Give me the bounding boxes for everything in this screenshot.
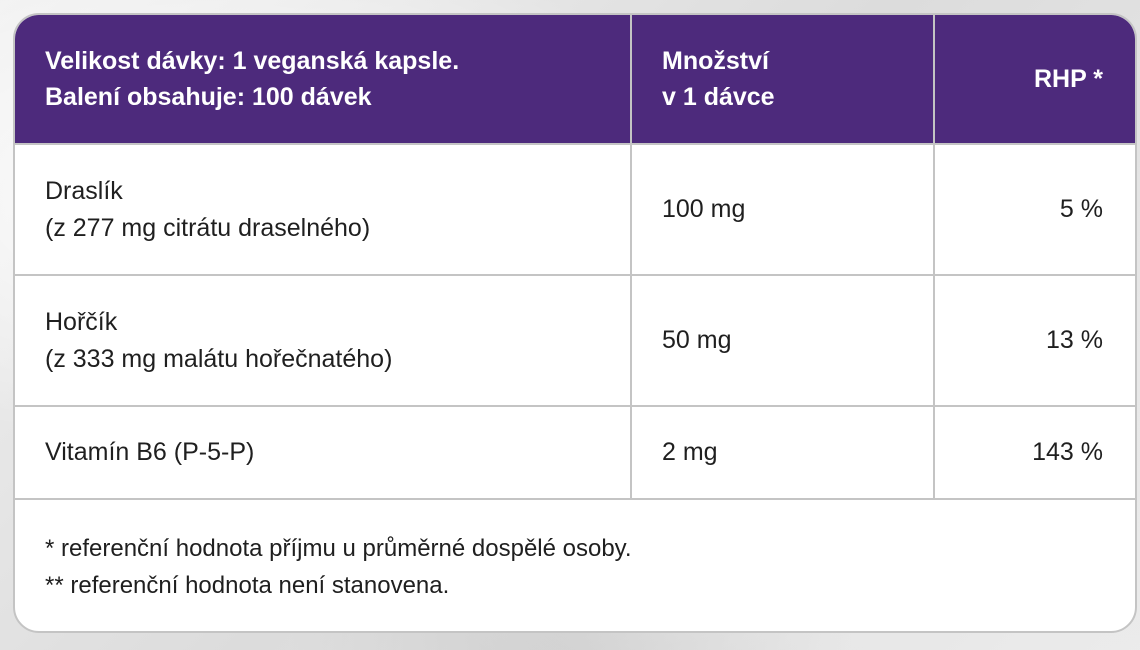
nutrient-detail: (z 277 mg citrátu draselného) bbox=[45, 213, 371, 242]
nutrient-rhp: 5 % bbox=[1059, 195, 1103, 223]
footnote-reference-intake: * referenční hodnota příjmu u průměrné dospělé osoby. bbox=[45, 535, 632, 562]
header-amount-line2: v 1 dávce bbox=[662, 83, 775, 111]
nutrient-amount: 2 mg bbox=[662, 438, 718, 466]
nutrient-name: Hořčík bbox=[45, 307, 118, 336]
nutrient-rhp: 143 % bbox=[1032, 438, 1103, 466]
header-amount-line1: Množství bbox=[662, 47, 769, 75]
header-rhp-label: RHP * bbox=[1033, 65, 1103, 93]
rhp-cell bbox=[935, 407, 1135, 498]
table-row bbox=[15, 145, 1135, 276]
header-amount bbox=[632, 15, 935, 143]
footnotes bbox=[15, 500, 1135, 604]
table-row bbox=[15, 276, 1135, 407]
header-serving-info bbox=[15, 15, 632, 143]
amount-cell bbox=[632, 276, 935, 405]
nutrition-table-card bbox=[13, 13, 1137, 633]
nutrient-amount: 50 mg bbox=[662, 326, 732, 354]
nutrient-amount: 100 mg bbox=[662, 195, 746, 223]
header-package-contents: Balení obsahuje: 100 dávek bbox=[45, 83, 372, 111]
footnote-not-established: ** referenční hodnota není stanovena. bbox=[45, 572, 450, 599]
nutrient-cell bbox=[15, 276, 632, 405]
nutrient-cell bbox=[15, 407, 632, 498]
rhp-cell bbox=[935, 145, 1135, 274]
nutrient-name: Draslík bbox=[45, 176, 123, 205]
amount-cell bbox=[632, 145, 935, 274]
nutrient-cell bbox=[15, 145, 632, 274]
nutrient-name: Vitamín B6 (P-5-P) bbox=[45, 438, 255, 466]
header-serving-size: Velikost dávky: 1 veganská kapsle. bbox=[45, 47, 460, 75]
nutrient-rhp: 13 % bbox=[1046, 326, 1103, 354]
header-rhp bbox=[935, 15, 1135, 143]
table-row bbox=[15, 407, 1135, 500]
rhp-cell bbox=[935, 276, 1135, 405]
table-header-row bbox=[15, 15, 1135, 145]
amount-cell bbox=[632, 407, 935, 498]
nutrient-detail: (z 333 mg malátu hořečnatého) bbox=[45, 344, 393, 373]
